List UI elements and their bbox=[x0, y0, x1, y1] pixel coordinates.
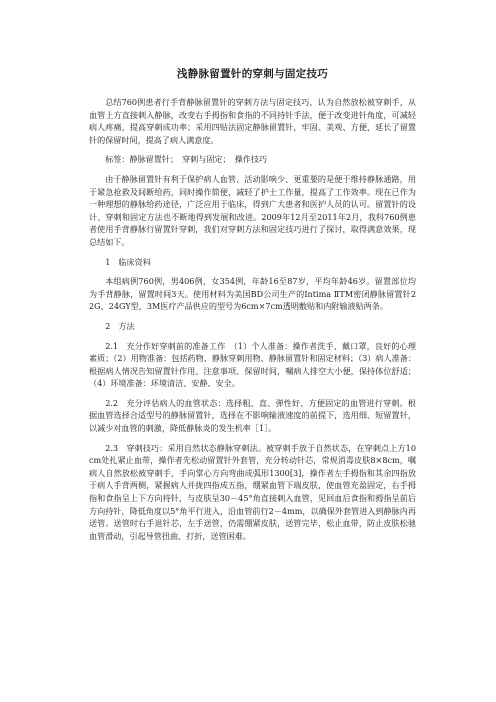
document-title: 浅静脉留置针的穿刺与固定技巧 bbox=[176, 68, 329, 80]
section-2-1-paragraph: 2.1 充分作好穿刺前的准备工作 （1）个人准备：操作者洗手、戴口罩，良好的心理素质；（2）用物准备：包括药物、静脉穿刺用物、静脉留置针和固定材料；（3）病人准备：根据病人情况告知留置针作用、注意事项、保留时间，嘱病人排空大小便，保持体位舒适；（4）环境准备：环境清洁、安静、安全。 bbox=[89, 340, 416, 389]
section-1-body: 本组病例760例，男406例，女354例，年龄16至87岁，平均年龄46岁。留置部位均为手背静脉，留置时间3天。使用材料为美国BD公司生产的Intima ⅡTM密闭静脉留置针22G、24GY型，3M医疗产品供应的型号为6cm×7cm透明敷贴和内附输液贴两条。 bbox=[89, 276, 416, 312]
section-2-3-paragraph: 2.3 穿刺技巧：采用自然状态静脉穿刺法。被穿刺手放于自然状态，在穿刺点上方10cm处扎紧止血带，操作者先松动留置针外套管，充分转动针芯，常规消毒皮肤8×8cm，嘱病人自然放松被穿刺手，手向掌心方向弯曲成弧形1300[3]，操作者左手拇指和其余四指放于病人手背两侧，紧握病人并拢四指成五指，绷紧血管下端皮肤，使血管充盈固定，右手拇指和食指呈上下方向持针，与皮肤呈30－45°角直接刺入血管，见回血后食指和拇指呈前后方向持针，降低角度以5°角平行进入，沿血管前行2－4mm，以确保外套管进入到静脉内再送管。送管时右手退针芯，左手送管，仍需绷紧皮肤，送管完毕，松止血带，防止皮肤松驰血管滑动，引起导管扭曲、打折，送管困难。 bbox=[89, 442, 416, 541]
intro-paragraph: 由于静脉留置针有利于保护病人血管、活动影响少、更重要的是便于维持静脉通路，用于紧急抢救及间断给药，同时操作简便，减轻了护士工作量，提高了工作效率。现在已作为一种理想的静脉给药途径，广泛应用于临床，得到广大患者和医护人员的认可。留置针的设计、穿刺和固定方法也不断地得到发展和改进。2009年12月至2011年2月，我科760例患者使用手背静脉行留置针穿刺，我们对穿刺方法和固定技巧进行了探讨，取得满意效果，现总结如下。 bbox=[89, 173, 416, 247]
section-2-heading: 2 方法 bbox=[105, 320, 135, 331]
keywords-line: 标签：静脉留置针； 穿刺与固定； 操作技巧 bbox=[105, 154, 268, 165]
abstract-paragraph: 总结760例患者行手背静脉留置针的穿刺方法与固定技巧，认为自然放松被穿刺手，从血管上方直接刺入静脉，改变右手拇指和食指的不同持针手法，便于改变进针角度，可减轻病人疼痛，提高穿刺成功率；采用四贴法固定静脉留置针，牢固、美观、方便，延长了留置针的保留时间，提高了病人满意度。 bbox=[89, 97, 416, 145]
section-2-2-paragraph: 2.2 充分评估病人的血管状态：选择粗、直、弹性好、方便固定的血管进行穿刺。根据血管选择合适型号的静脉留置针，选择在不影响输液速度的前提下，选用细、短留置针，以减少对血管的刺激，降低静脉炎的发生机率［1］。 bbox=[89, 397, 416, 434]
section-1-heading: 1 临床资料 bbox=[105, 256, 151, 267]
